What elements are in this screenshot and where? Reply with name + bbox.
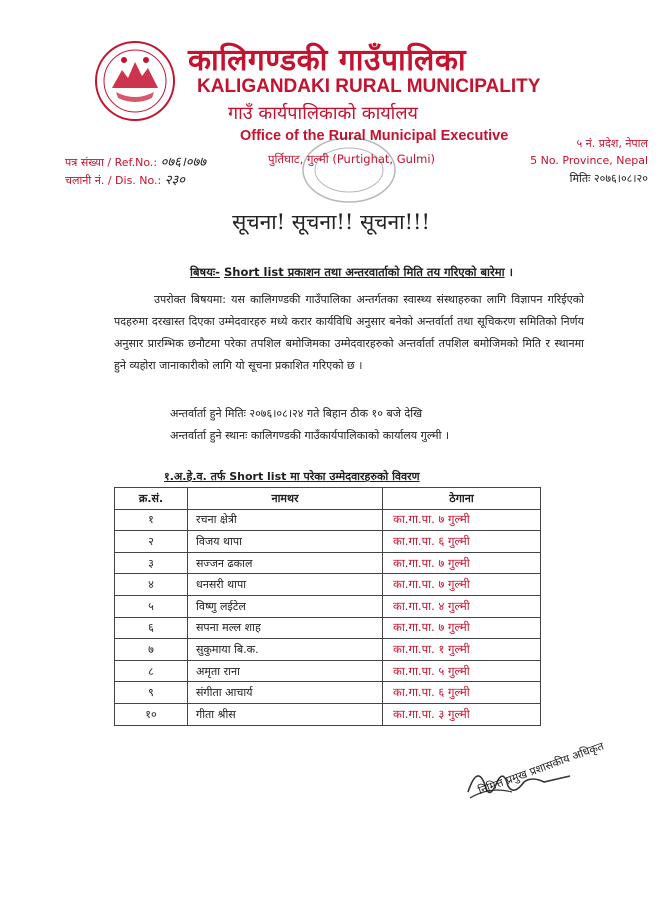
address-cell: का.गा.पा. ७ गुल्मी	[383, 617, 541, 639]
table-row	[115, 682, 541, 704]
subject-text: Short list प्रकाशन तथा अन्तरवार्ताको मिति तय गरिएको बारेमा	[223, 265, 505, 279]
serial-cell: ७	[115, 639, 188, 661]
header-address: ठेगाना	[383, 488, 541, 510]
table-row	[115, 509, 541, 531]
notice-paragraph: उपरोक्त बिषयमा: यस कालिगण्डकी गाउँपालिका अन्तर्गतका स्वास्थ्य संस्थाहरुका लागि विज्ञापन गरिईएको पदहरुमा दरखास्त दिएका उम्मेदवारहरु मध्ये करार कार्यविधि अनुसार बनेको अन्तर्वार्ता तथा सूचिकरण समितिको निर्णय अनुसार प्रारम्भिक छनौटमा परेका तपशिल बमोजिमका उम्मेदवारहरुको अन्तर्वार्ता तपशिल बमोजिमको मिति र स्थानमा हुने व्यहोरा जानाकारीको लागि यो सूचना प्रकाशित गरिएको छ ।	[114, 293, 584, 372]
municipality-logo	[94, 40, 176, 122]
header-serial: क्र.सं.	[115, 488, 188, 510]
address-cell: का.गा.पा. ४ गुल्मी	[383, 595, 541, 617]
table-row	[115, 531, 541, 553]
issue-date: मितिः २०७६।०८।२०	[569, 172, 648, 185]
ref-value: ०७६।०७७	[160, 155, 207, 170]
address-cell: का.गा.पा. ३ गुल्मी	[383, 703, 541, 725]
table-row	[115, 639, 541, 661]
office-name-nepali: गाउँ कार्यपालिकाको कार्यालय	[228, 103, 418, 124]
name-cell: गीता श्रीस	[188, 703, 383, 725]
table-title: १.अ.हे.व. तर्फ Short list मा परेका उम्मेदवारहरुको विवरण	[164, 470, 420, 483]
province-nepali: ५ नं. प्रदेश, नेपाल	[576, 137, 648, 150]
subject-end: ।	[508, 265, 513, 279]
serial-cell: ८	[115, 660, 188, 682]
ref-label: पत्र संख्या / Ref.No.:	[65, 156, 158, 169]
subject-label: बिषयः-	[190, 265, 220, 279]
signatory-title: निमित्त प्रमुख प्रशासकीय अधिकृत	[476, 739, 606, 798]
office-name-english: Office of the Rural Municipal Executive	[240, 128, 509, 144]
serial-cell: ३	[115, 552, 188, 574]
office-stamp	[300, 135, 398, 205]
address-cell: का.गा.पा. ७ गुल्मी	[383, 552, 541, 574]
name-cell: संगीता आचार्य	[188, 682, 383, 704]
municipality-name-english: KALIGANDAKI RURAL MUNICIPALITY	[197, 76, 541, 97]
serial-cell: २	[115, 531, 188, 553]
municipality-name-nepali: कालिगण्डकी गाउँपालिका	[188, 43, 467, 78]
table-header-row	[115, 488, 541, 510]
address-cell: का.गा.पा. ६ गुल्मी	[383, 682, 541, 704]
ref-number-row	[65, 152, 206, 170]
table-row	[115, 574, 541, 596]
serial-cell: ६	[115, 617, 188, 639]
address-cell: का.गा.पा. ७ गुल्मी	[383, 574, 541, 596]
address-cell: का.गा.पा. ५ गुल्मी	[383, 660, 541, 682]
address-cell: का.गा.पा. ७ गुल्मी	[383, 509, 541, 531]
name-cell: विष्णु लईटेल	[188, 595, 383, 617]
name-cell: विजय थापा	[188, 531, 383, 553]
name-cell: सुकुमाया बि.क.	[188, 639, 383, 661]
province-english: 5 No. Province, Nepal	[530, 154, 648, 167]
table-row	[115, 552, 541, 574]
candidate-table	[114, 487, 541, 726]
table-row	[115, 617, 541, 639]
interview-place: अन्तर्वार्ता हुने स्थानः कालिगण्डकी गाउँकार्यपालिकाको कार्यालय गुल्मी ।	[170, 429, 450, 442]
interview-date: अन्तर्वार्ता हुने मितिः २०७६।०८।२४ गते बिहान ठीक १० बजे देखि	[170, 407, 423, 420]
table-row	[115, 595, 541, 617]
name-cell: धनसरी थापा	[188, 574, 383, 596]
address-cell: का.गा.पा. ६ गुल्मी	[383, 531, 541, 553]
serial-cell: १०	[115, 703, 188, 725]
serial-cell: १	[115, 509, 188, 531]
dis-value: २३०	[164, 173, 186, 188]
name-cell: रचना क्षेत्री	[188, 509, 383, 531]
table-row	[115, 660, 541, 682]
subject-line	[190, 265, 513, 280]
serial-cell: ५	[115, 595, 188, 617]
serial-cell: ४	[115, 574, 188, 596]
office-address: पुर्तिघाट, गुल्मी (Purtighat, Gulmi)	[268, 152, 436, 166]
header-name: नामथर	[188, 488, 383, 510]
dis-number-row	[65, 170, 185, 188]
notice-heading: सूचना! सूचना!! सूचना!!!	[232, 210, 430, 234]
name-cell: सपना मल्ल शाह	[188, 617, 383, 639]
serial-cell: ९	[115, 682, 188, 704]
name-cell: अमृता राना	[188, 660, 383, 682]
dis-label: चलानी नं. / Dis. No.:	[65, 174, 162, 187]
name-cell: सज्जन ढकाल	[188, 552, 383, 574]
table-row	[115, 703, 541, 725]
address-cell: का.गा.पा. १ गुल्मी	[383, 639, 541, 661]
